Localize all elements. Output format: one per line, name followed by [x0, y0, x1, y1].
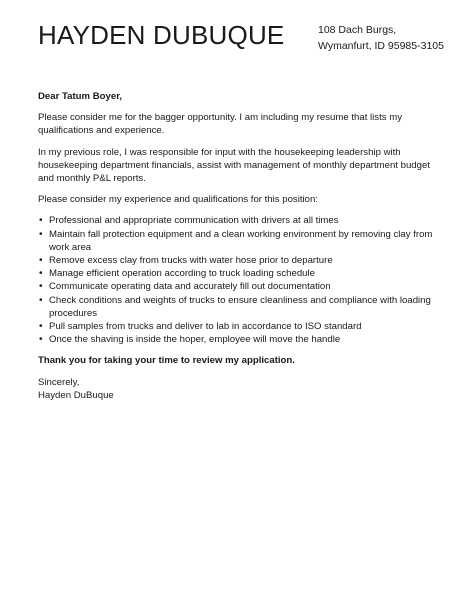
list-item: • Check conditions and weights of trucks to ensure cleanliness and compliance with loading procedures	[49, 294, 438, 320]
list-item: • Manage efficient operation according to truck loading schedule	[49, 267, 438, 280]
applicant-address	[318, 22, 444, 54]
closing-statement: Thank you for taking your time to review my application.	[38, 355, 295, 367]
list-item: • Maintain fall protection equipment and a clean working environment by removing clay from work area	[49, 228, 438, 254]
letter-body	[38, 90, 438, 402]
signoff-block	[38, 376, 438, 402]
list-item: • Remove excess clay from trucks with water hose prior to departure	[49, 254, 438, 267]
intro-paragraph: Please consider me for the bagger opportunity. I am including my resume that lists my qualifications and experience.	[38, 112, 403, 137]
list-item: • Communicate operating data and accurately fill out documentation	[49, 280, 438, 293]
signoff-text: Sincerely,	[38, 376, 80, 388]
list-item: • Pull samples from trucks and deliver to lab in accordance to ISO standard	[49, 320, 438, 333]
list-item: • Once the shaving is inside the hoper, employee will move the handle	[49, 333, 438, 346]
qualifications-list	[38, 214, 438, 346]
list-item: • Professional and appropriate communication with drivers at all times	[49, 214, 438, 227]
applicant-name: HAYDEN DUBUQUE	[38, 20, 285, 50]
salutation: Dear Tatum Boyer,	[38, 91, 123, 102]
address-line-1: 108 Dach Burgs,	[318, 24, 397, 36]
experience-paragraph: In my previous role, I was responsible for input with the housekeeping leadership with housekeeping department financials, assist with management of monthly department budget and monthly P&L reports.	[38, 146, 430, 185]
signature-name: Hayden DuBuque	[38, 389, 114, 401]
qualifications-lead-in: Please consider my experience and qualifications for this position:	[38, 194, 318, 206]
address-line-2: Wymanfurt, ID 95985-3105	[318, 40, 444, 52]
